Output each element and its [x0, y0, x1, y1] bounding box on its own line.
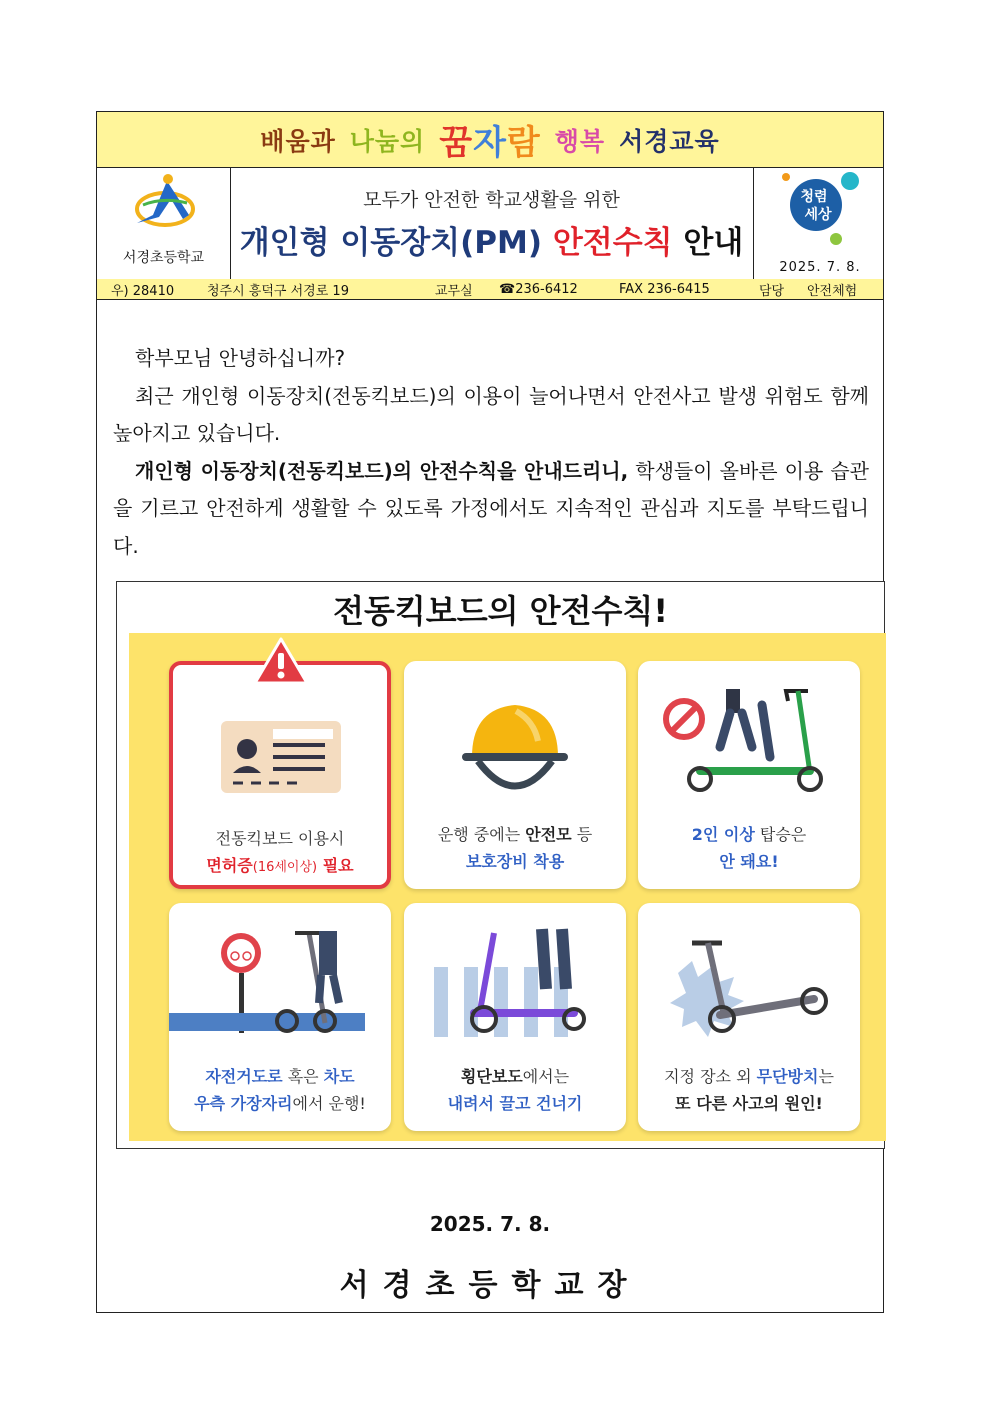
card-caption: 지정 장소 외 무단방치는 또 다른 사고의 원인! [664, 1067, 834, 1113]
footer-date: 2025. 7. 8. [429, 1212, 551, 1236]
poster-background [129, 633, 886, 1141]
slogan-banner [97, 112, 883, 168]
license-icon [173, 665, 395, 825]
warning-icon [253, 637, 309, 687]
manager-name: 안전체험 [807, 283, 858, 299]
crosswalk-icon [404, 903, 626, 1063]
paragraph-2: 개인형 이동장치(전동킥보드)의 안전수칙을 안내드리니, 학생들이 올바른 이용 습관을 기르고 안전하게 생활할 수 있도록 가정에서도 지속적인 관심과 지도를 부탁드립니다. [113, 458, 869, 558]
banner-part4: 행복 [554, 126, 606, 156]
bike-lane-icon [169, 903, 391, 1063]
integrity-logo-cell [753, 167, 886, 279]
banner-part3: 꿈자람 [439, 123, 541, 163]
postal-code: 우) 28410 [111, 283, 175, 299]
school-logo-icon [97, 167, 230, 247]
principal-signature: 서경초등학교장 [339, 1268, 641, 1303]
letter-body [113, 340, 869, 565]
banner-part2: 나눔의 [349, 126, 426, 156]
no-double-riding-icon [638, 661, 860, 821]
rule-card-license [169, 661, 391, 889]
banner-part1: 배움과 [260, 126, 336, 156]
letter-title: 개인형 이동장치(PM) 안전수칙 안내 [239, 225, 744, 261]
rule-card-abandoned [638, 903, 860, 1131]
paragraph-1: 최근 개인형 이동장치(전동킥보드)의 이용이 늘어나면서 안전사고 발생 위험도 함께 높아지고 있습니다. [113, 383, 869, 445]
card-caption: 횡단보도에서는 내려서 끌고 건너기 [447, 1067, 583, 1113]
helmet-icon [404, 661, 626, 821]
svg-text:세상: 세상 [804, 207, 832, 223]
rule-card-helmet [404, 661, 626, 889]
office-label: 교무실 [435, 283, 473, 299]
card-caption: 자전거도로 혹은 차도 우측 가장자리에서 운행! [194, 1067, 366, 1113]
rule-card-bike-lane [169, 903, 391, 1131]
manager-label: 담당 [759, 283, 785, 299]
greeting: 학부모님 안녕하십니까? [135, 346, 346, 370]
rule-card-crosswalk [404, 903, 626, 1131]
street-address: 청주시 흥덕구 서경로 19 [207, 283, 349, 299]
abandoned-scooter-icon [638, 903, 860, 1063]
card-caption: 2인 이상 탑승은 안 돼요! [691, 825, 807, 871]
integrity-logo-icon [754, 167, 886, 257]
safety-poster [116, 581, 885, 1149]
letter-date: 2025. 7. 8. [779, 260, 861, 275]
poster-title: 전동킥보드의 안전수칙! [333, 592, 668, 630]
school-logo-cell [97, 167, 231, 279]
svg-text:청렴: 청렴 [800, 189, 828, 205]
card-caption: 운행 중에는 안전모 등 보호장비 착용 [437, 825, 593, 871]
fax-number: FAX 236-6415 [619, 281, 710, 297]
banner-part5: 서경교육 [619, 126, 720, 156]
document-frame [96, 111, 884, 1313]
card-caption: 전동킥보드 이용시 면허증(16세이상) 필요 [206, 829, 354, 875]
rule-card-no-double [638, 661, 860, 889]
title-cell [230, 167, 753, 279]
school-name: 서경초등학교 [122, 250, 205, 266]
address-bar [97, 279, 883, 300]
phone-number: ☎236-6412 [499, 281, 578, 297]
letter-header [97, 167, 883, 280]
letter-subtitle: 모두가 안전한 학교생활을 위한 [363, 189, 620, 211]
